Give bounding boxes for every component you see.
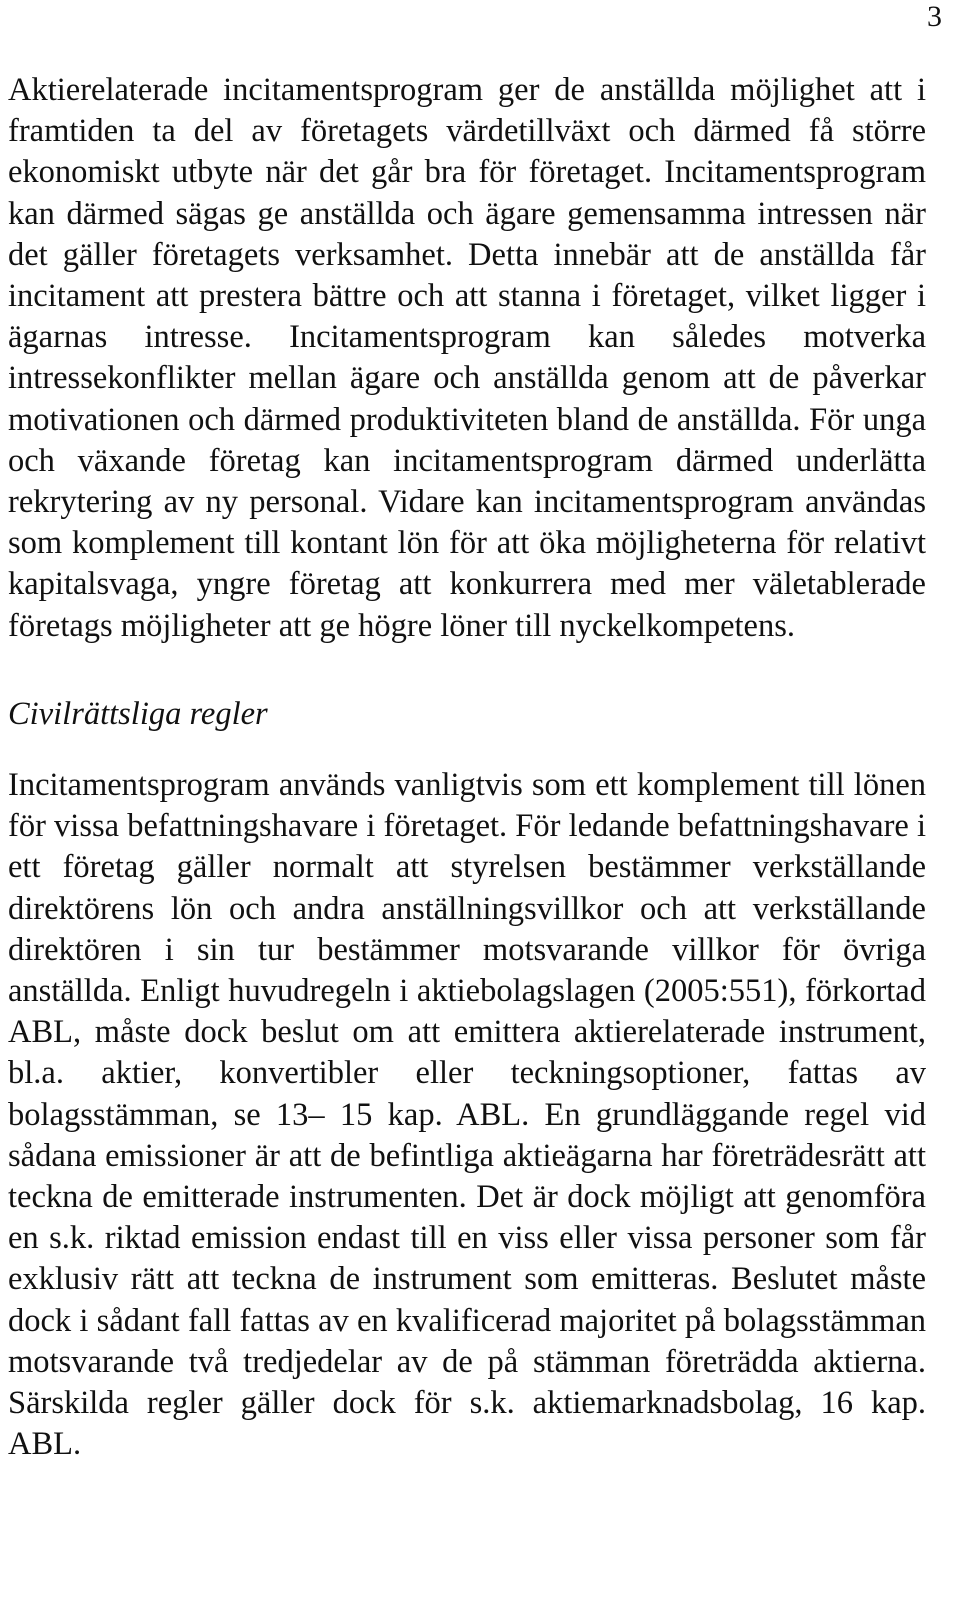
body-paragraph-civil-law: Incitamentsprogram används vanligtvis som ett komplement till lönen för vissa befattningshavare i företaget. För ledande befattningshavare i ett företag gäller normalt att styrelsen bestämmer verkställande direktörens lön och andra anställningsvillkor och att verkställande direktören i sin tur bestämmer motsvarande villkor för övriga anställda. Enligt huvudregeln i aktiebolagslagen (2005:551), förkortad ABL, måste dock beslut om att emittera aktierelaterade instrument, bl.a. aktier, konvertibler eller teckningsoptioner, fattas av bolagsstämman, se 13– 15 kap. ABL. En grundläggande regel vid sådana emissioner är att de befintliga aktieägarna har företrädesrätt att teckna de emitterade instrumenten. Det är dock möjligt att genomföra en s.k. riktad emission endast till en viss eller vissa personer som får exklusiv rätt att teckna de instrument som emitteras. Beslutet måste dock i sådant fall fattas av en kvalificerad majoritet på bolagsstämman motsvarande två tredjedelar av de på stämman företrädda aktierna. Särskilda regler gäller dock för s.k. aktiemarknadsbolag, 16 kap. ABL. bbox=[8, 767, 926, 1463]
section-heading: Civilrättsliga regler bbox=[8, 695, 268, 732]
document-body bbox=[8, 70, 926, 1466]
page-number: 3 bbox=[927, 0, 942, 33]
body-paragraph-intro: Aktierelaterade incitamentsprogram ger de anställda möjlighet att i framtiden ta del av företagets värdetillväxt och därmed få större ekonomiskt utbyte när det går bra för företaget. Incitamentsprogram kan därmed sägas ge anställda och ägare gemensamma intressen när det gäller företagets verksamhet. Detta innebär att de anställda får incitament att prestera bättre och att stanna i företaget, vilket ligger i ägarnas intresse. Incitamentsprogram kan således motverka intressekonflikter mellan ägare och anställda genom att de påverkar motivationen och därmed produktiviteten bland de anställda. För unga och växande företag kan incitamentsprogram därmed underlätta rekrytering av ny personal. Vidare kan incitamentsprogram användas som komplement till kontant lön för att öka möjligheterna för relativt kapitalsvaga, yngre företag att konkurrera med mer väletablerade företags möjligheter att ge högre löner till nyckelkompetens. bbox=[8, 72, 926, 644]
